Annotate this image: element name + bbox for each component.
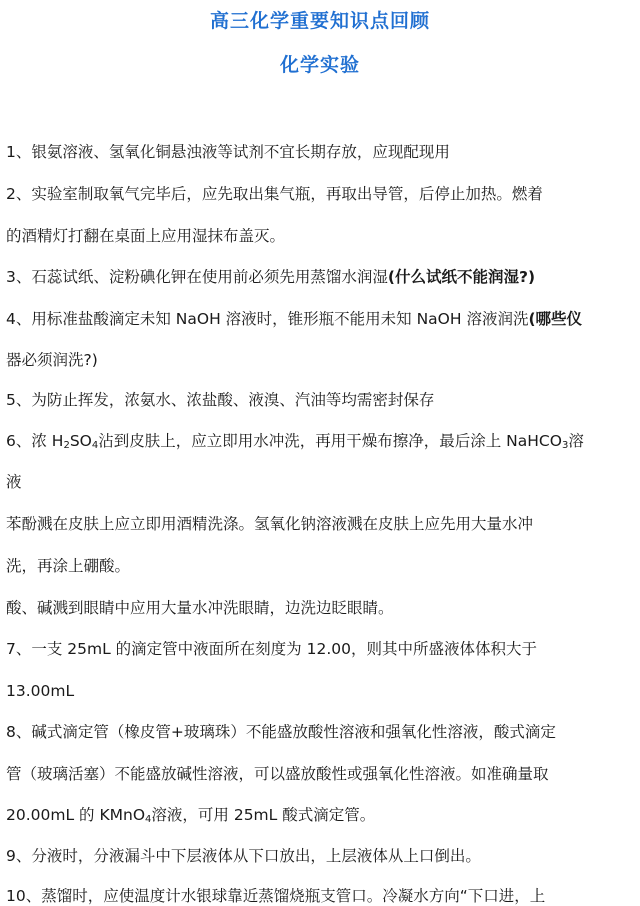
item-6-text-b: SO <box>69 432 92 450</box>
item-6-eyes: 酸、碱溅到眼睛中应用大量水冲洗眼睛，边洗边眨眼睛。 <box>6 599 394 617</box>
item-1: 1、银氨溶液、氢氧化铜悬浊液等试剂不宜长期存放，应现配现用 <box>6 143 450 161</box>
item-3-question: (什么试纸不能润湿?) <box>387 268 536 286</box>
subscript: 2 <box>63 440 70 451</box>
item-4-question-part1: (哪些仪 <box>528 310 583 328</box>
subscript: 4 <box>91 440 99 451</box>
item-4-line-1 <box>6 309 636 329</box>
subscript: 3 <box>561 440 569 451</box>
item-8-line-3 <box>6 805 636 830</box>
item-6-text-c: 沾到皮肤上，应立即用水冲洗，再用干燥布擦净，最后涂上 NaHCO <box>98 432 562 450</box>
item-8-line-2: 管（玻璃活塞）不能盛放碱性溶液，可以盛放酸性或强氧化性溶液。如准确量取 <box>6 765 549 783</box>
item-6-phenol: 苯酚溅在皮肤上应立即用酒精洗涤。氢氧化钠溶液溅在皮肤上应先用大量水冲 <box>6 515 534 533</box>
item-7-line-2: 13.00mL <box>6 682 75 700</box>
item-6-text-d: 溶 <box>568 432 584 450</box>
item-6-text-a: 6、浓 H <box>6 432 64 450</box>
item-4-question-part2: 器必须润洗?) <box>6 351 98 369</box>
item-7-line-1: 7、一支 25mL 的滴定管中液面所在刻度为 12.00，则其中所盛液体体积大于 <box>6 640 537 658</box>
section-title: 化学实验 <box>279 54 360 76</box>
item-2-line-1: 2、实验室制取氧气完毕后，应先取出集气瓶，再取出导管，后停止加热。燃着 <box>6 185 543 203</box>
item-3-text: 3、石蕊试纸、淀粉碘化钾在使用前必须先用蒸馏水润湿 <box>6 268 388 286</box>
item-6-line-2: 液 <box>6 473 22 491</box>
item-5: 5、为防止挥发，浓氨水、浓盐酸、液溴、汽油等均需密封保存 <box>6 391 435 409</box>
item-8-text-b: 溶液，可用 25mL 酸式滴定管。 <box>151 806 376 824</box>
item-6-line-1 <box>6 431 636 456</box>
item-8-text-a: 20.00mL 的 KMnO <box>6 806 146 824</box>
page-title: 高三化学重要知识点回顾 <box>209 10 430 32</box>
subscript: 4 <box>145 814 152 825</box>
item-4-text: 4、用标准盐酸滴定未知 NaOH 溶液时，锥形瓶不能用未知 NaOH 溶液润洗 <box>6 310 529 328</box>
item-9: 9、分液时，分液漏斗中下层液体从下口放出，上层液体从上口倒出。 <box>6 847 481 865</box>
item-6-phenol-cont: 洗，再涂上硼酸。 <box>6 557 131 575</box>
item-3 <box>6 267 636 287</box>
item-2-line-2: 的酒精灯打翻在桌面上应用湿抹布盖灭。 <box>6 227 286 245</box>
item-8-line-1: 8、碱式滴定管（橡皮管+玻璃珠）不能盛放酸性溶液和强氧化性溶液，酸式滴定 <box>6 723 556 741</box>
item-10: 10、蒸馏时，应使温度计水银球靠近蒸馏烧瓶支管口。冷凝水方向“下口进，上 <box>6 887 546 905</box>
